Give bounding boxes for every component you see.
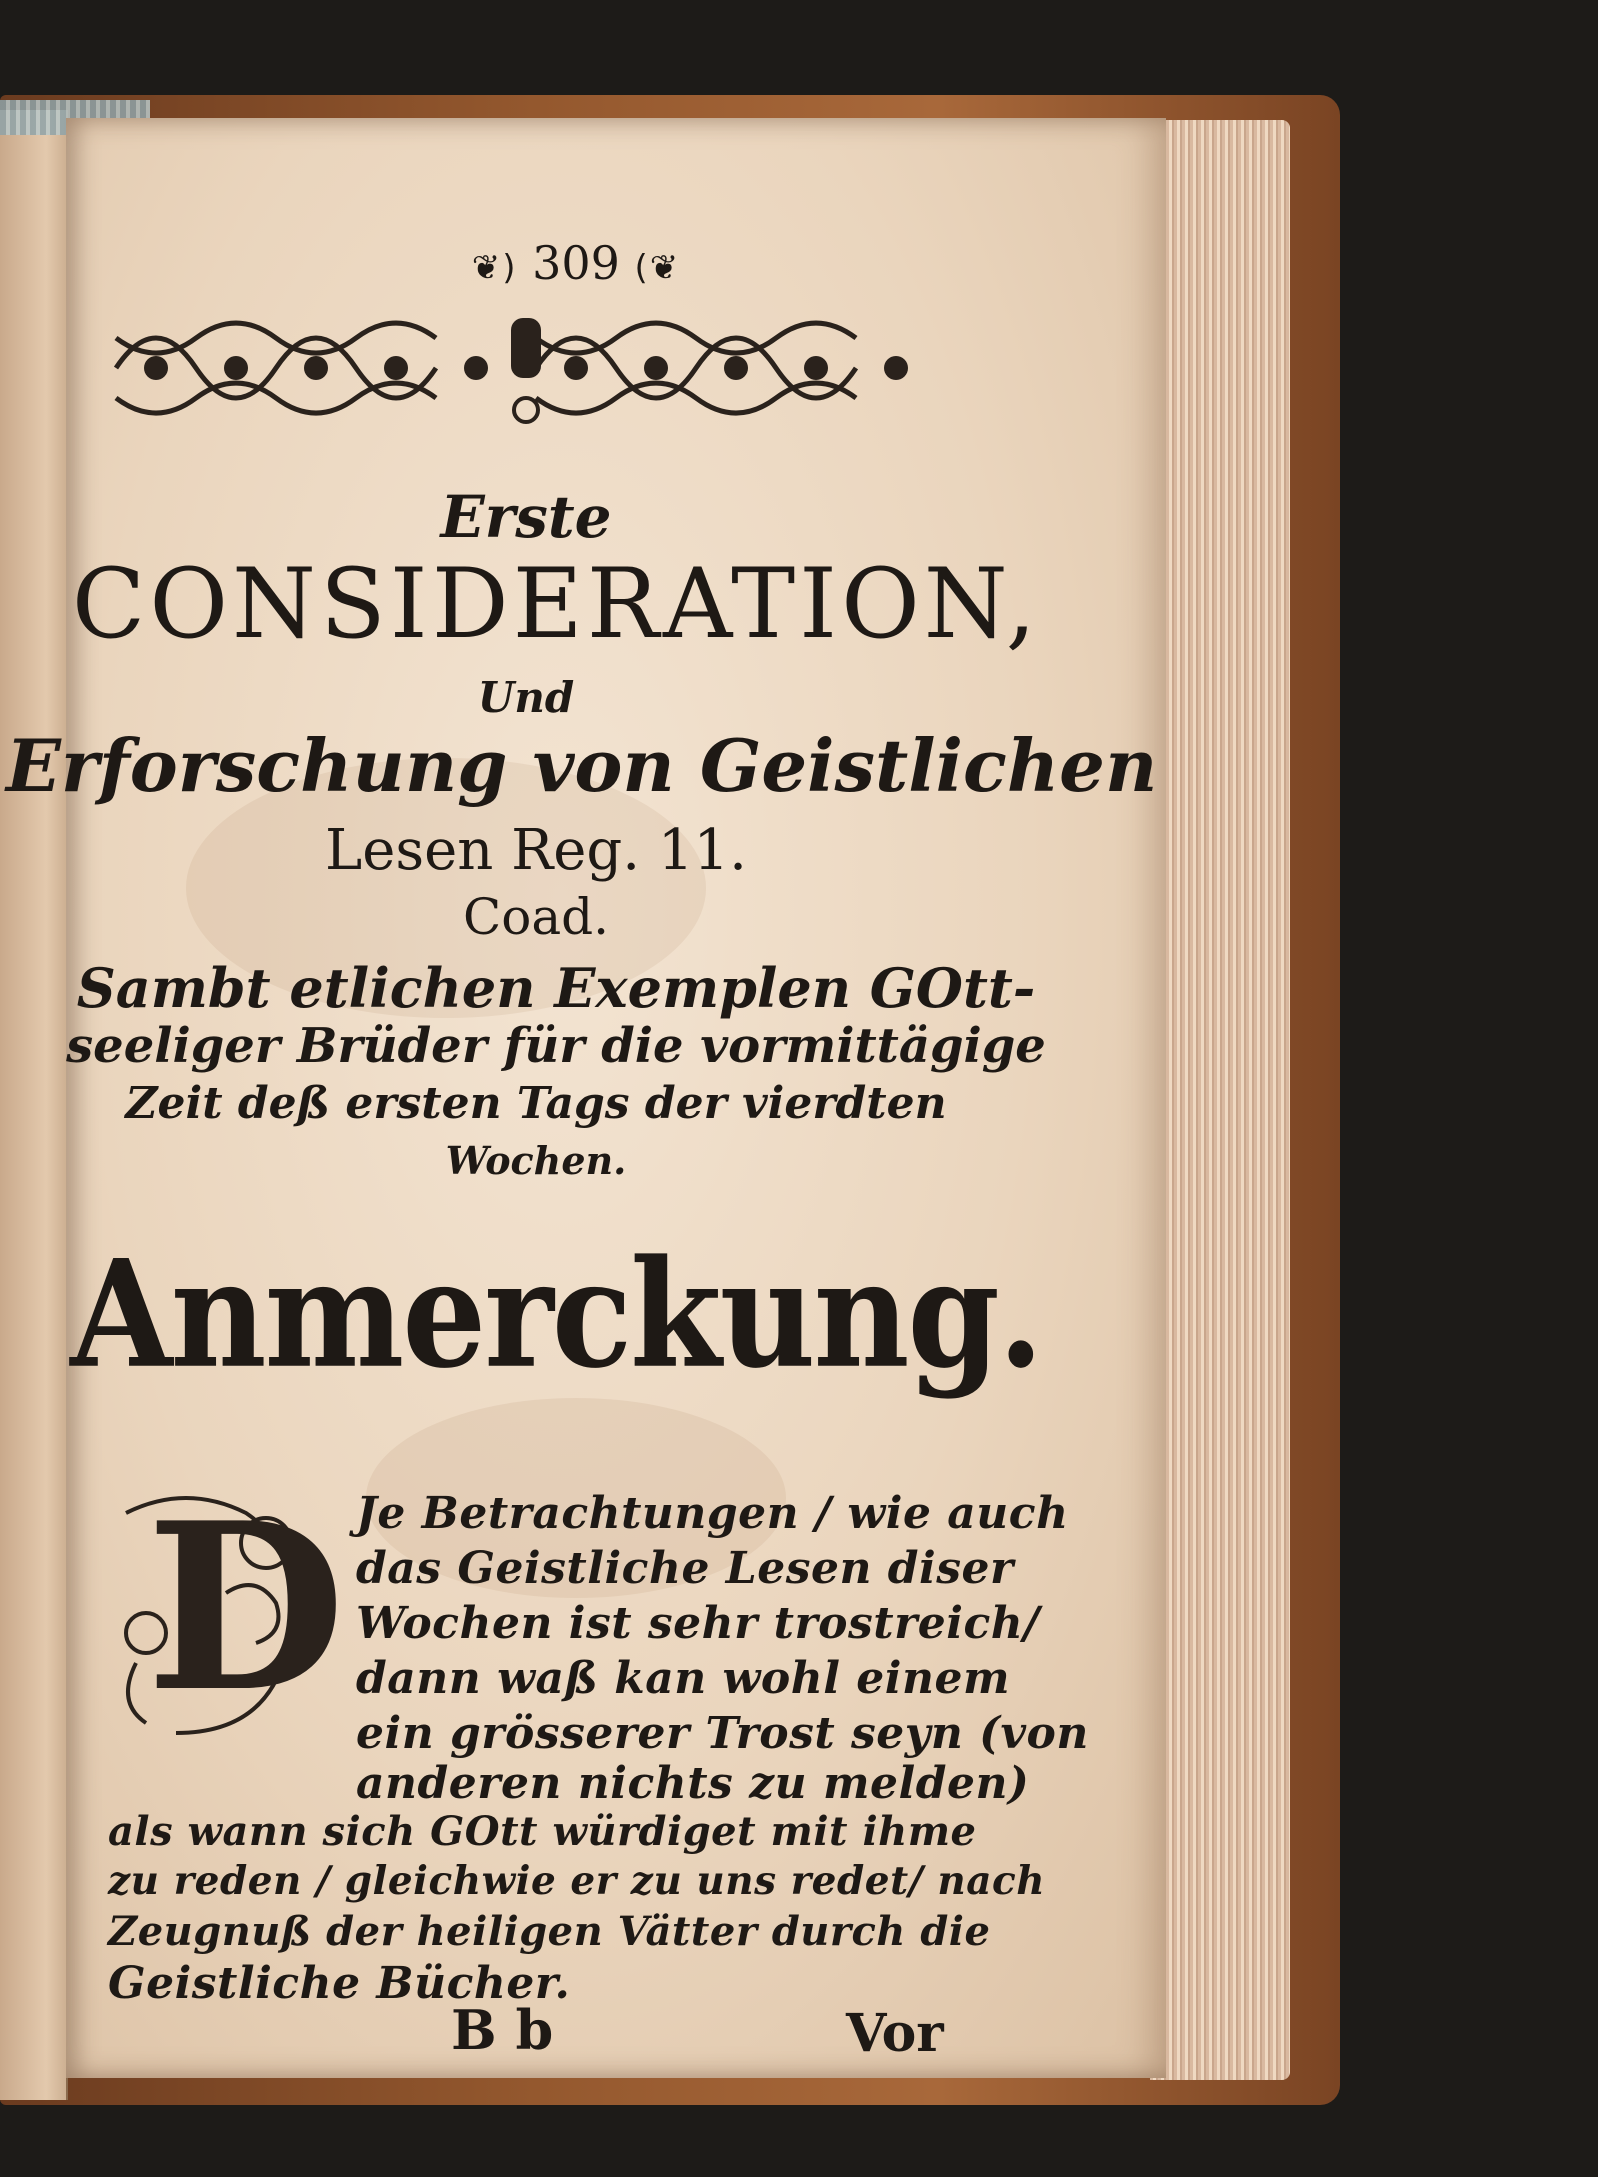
folio-ornament-left: ❦): [471, 248, 518, 288]
body-line: als wann sich GOtt würdiget mit ihme: [108, 1808, 977, 1855]
signature-mark: B b: [451, 1998, 554, 2062]
body-line: das Geistliche Lesen diser: [356, 1543, 1014, 1594]
body-line: Wochen ist sehr trostreich/: [356, 1598, 1040, 1649]
title-erste: Erste: [440, 483, 612, 551]
subtitle-line: Zeit deß ersten Tags der vierdten: [125, 1078, 947, 1129]
subtitle-line: Wochen.: [445, 1138, 627, 1183]
ornamental-headpiece: [106, 298, 946, 438]
body-line: Zeugnuß der heiligen Vätter durch die: [108, 1908, 991, 1955]
title-und: Und: [477, 673, 575, 722]
drop-cap-letter: D: [146, 1473, 346, 1743]
title-lesen: Lesen Reg. 11.: [325, 818, 747, 883]
body-line: ein grösserer Trost seyn (von: [356, 1708, 1089, 1759]
section-heading: Anmerckung.: [70, 1228, 1042, 1402]
subtitle-line: seeliger Brüder für die vormittägige: [66, 1018, 1046, 1074]
body-line: zu reden / gleichwie er zu uns redet/ nach: [108, 1858, 1046, 1904]
body-line: anderen nichts zu melden): [356, 1758, 1030, 1809]
page-edges: [1150, 120, 1290, 2080]
body-line: Geistliche Bücher.: [108, 1958, 571, 2009]
drop-cap: [106, 1473, 346, 1753]
folio-ornament-right: (❦: [634, 248, 681, 288]
catchword: Vor: [846, 2003, 944, 2064]
title-coad: Coad.: [462, 888, 610, 946]
title-consideration: CONSIDERATION,: [71, 548, 1041, 660]
page-number: 309: [532, 236, 620, 290]
page-folio: [26, 236, 1126, 290]
subtitle-line: Sambt etlichen Exemplen GOtt-: [76, 956, 1036, 1020]
body-line: dann waß kan wohl einem: [356, 1653, 1011, 1704]
title-erforschung: Erforschung von Geistlichen: [6, 723, 1158, 808]
body-line: Je Betrachtungen / wie auch: [356, 1488, 1069, 1539]
book-page: [6, 118, 1166, 2078]
